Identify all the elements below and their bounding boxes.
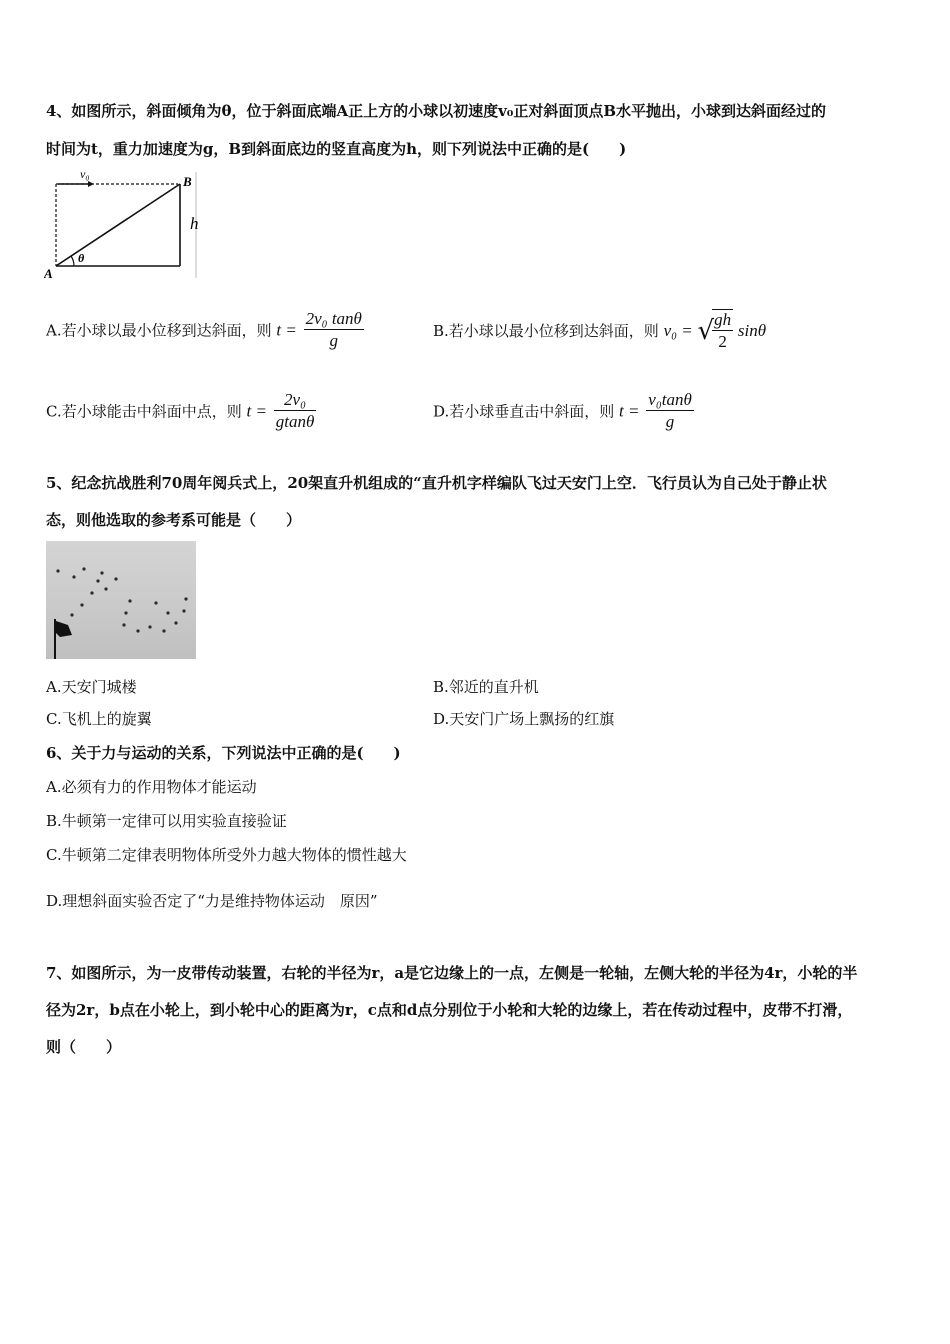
q4-option-b-sqrt-denominator: 2: [718, 332, 727, 351]
q4-option-b[interactable]: [433, 309, 766, 353]
q4-option-a-denominator: g: [329, 331, 339, 350]
q4-option-c-denominator: gtanθ: [275, 412, 315, 431]
q4-option-c[interactable]: [46, 390, 318, 433]
q4-fig-h-label: h: [190, 214, 199, 233]
q4-option-d-text: D.若小球垂直击中斜面，则: [433, 402, 615, 421]
q4-option-a-numerator: 2v₀ tanθ: [305, 309, 362, 328]
q5-stem-line1: 5、纪念抗战胜利70周年阅兵式上，20架直升机组成的“直升机字样编队飞过天安门上空．飞行员认为自己处于静止状: [46, 474, 827, 492]
q4-option-b-sqrt-icon: √: [697, 316, 715, 346]
q4-option-b-tail: sinθ: [737, 321, 767, 340]
q4-incline-figure: [44, 166, 214, 282]
q7-stem-line3: 则（ ）: [46, 1038, 122, 1056]
q4-fig-A-label: A: [44, 266, 53, 281]
q5-option-c[interactable]: C.飞机上的旋翼: [46, 710, 152, 728]
q6-option-a[interactable]: A.必须有力的作用物体才能运动: [46, 778, 257, 796]
q4-option-d-numerator: v₀tanθ: [648, 390, 692, 409]
q6-option-b[interactable]: B.牛顿第一定律可以用实验直接验证: [46, 812, 287, 830]
q6-stem: 6、关于力与运动的关系，下列说法中正确的是( ): [46, 744, 401, 762]
q4-option-a[interactable]: [46, 309, 366, 352]
q4-stem-line1: 4、如图所示，斜面倾角为θ，位于斜面底端A正上方的小球以初速度v₀正对斜面顶点B水平抛出，小球到达斜面经过的: [46, 102, 827, 120]
q4-option-a-text: A.若小球以最小位移到达斜面，则: [46, 321, 272, 340]
q4-option-b-sqrt-numerator: gh: [714, 310, 732, 329]
q5-option-a[interactable]: A.天安门城楼: [46, 678, 137, 696]
q4-option-d[interactable]: [433, 390, 696, 433]
q4-option-c-numerator: 2v₀: [274, 390, 317, 411]
q7-stem-line1: 7、如图所示，为一皮带传动装置，右轮的半径为r，a是它边缘上的一点，左侧是一轮轴，左侧大轮的半径为4r，小轮的半: [46, 964, 858, 982]
q4-option-b-text: B.若小球以最小位移到达斜面，则: [433, 322, 659, 340]
q4-option-d-denominator: g: [665, 412, 675, 431]
q4-fig-B-label: B: [183, 174, 192, 189]
q5-option-b[interactable]: B.邻近的直升机: [433, 678, 539, 696]
helicopter-formation-photo: [46, 541, 196, 659]
q5-stem-line2: 态，则他选取的参考系可能是（ ）: [46, 511, 302, 529]
helicopter-formation-image: [46, 541, 196, 659]
q4-option-c-lhs: t =: [246, 401, 267, 421]
q4-option-c-text: C.若小球能击中斜面中点，则: [46, 402, 242, 421]
q6-option-d[interactable]: D.理想斜面实验否定了“力是维持物体运动 原因”: [46, 892, 378, 910]
q4-fig-theta-label: θ: [78, 251, 85, 265]
q4-option-a-lhs: t =: [276, 320, 297, 340]
q7-stem-line2: 径为2r，b点在小轮上，到小轮中心的距离为r，c点和d点分别位于小轮和大轮的边缘上，若在传动过程中，皮带不打滑，: [46, 1001, 853, 1019]
q6-option-c[interactable]: C.牛顿第二定律表明物体所受外力越大物体的惯性越大: [46, 846, 407, 864]
q4-fig-v0-label: v₀: [80, 167, 90, 181]
q5-option-d[interactable]: D.天安门广场上飘扬的红旗: [433, 710, 615, 728]
q4-option-d-lhs: t =: [619, 401, 640, 421]
q4-stem-line2: 时间为t，重力加速度为g，B到斜面底边的竖直高度为h，则下列说法中正确的是( ): [46, 140, 627, 158]
q4-option-b-lhs: v₀ =: [663, 321, 693, 340]
